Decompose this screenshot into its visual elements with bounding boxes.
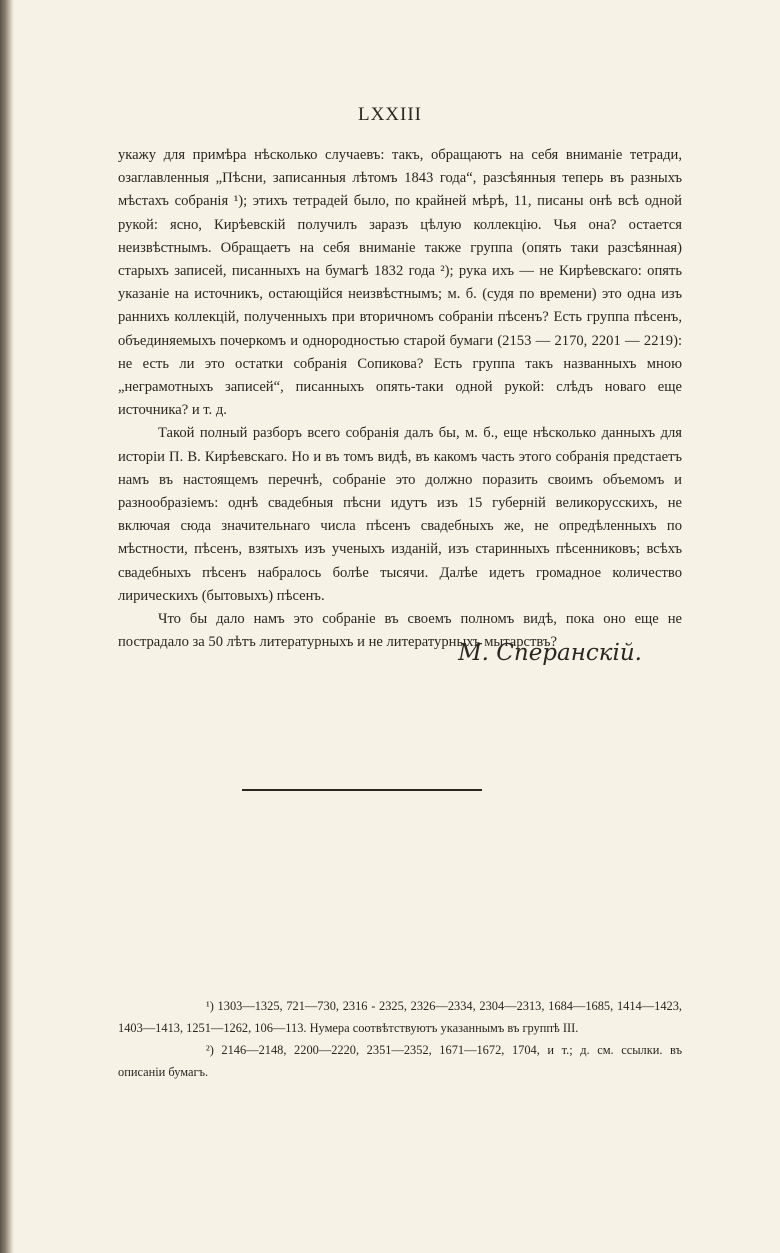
paragraph-3: Что бы дало намъ это собраніе въ своемъ полномъ видѣ, пока оно еще не пострадало за 50 лѣтъ литературныхъ и не литературныхъ мытарствъ? [118,611,682,651]
author-signature: М. Сперанскій. [458,640,642,666]
body-text [118,144,682,654]
paragraph-1: укажу для примѣра нѣсколько случаевъ: такъ, обращаютъ на себя вниманіе тетради, озаглавленныя „Пѣсни, записанныя лѣтомъ 1843 года“, разсѣянныя теперь въ разныхъ мѣстахъ собранія ¹); этихъ тетрадей было, по крайней мѣрѣ, 11, писаны онѣ всѣ одной рукой: ясно, Кирѣевскій получилъ заразъ цѣлую коллекцію. Чья она? остается неизвѣстнымъ. Обращаетъ на себя вниманіе также группа (опять таки разсѣянная) старыхъ записей, писанныхъ на бумагѣ 1832 года ²); рука ихъ — не Кирѣевскаго: опять указаніе на источникъ, остающійся неизвѣстнымъ; м. б. (судя по времени) это одна изъ раннихъ коллекцій, полученныхъ при вторичномъ собраніи пѣсенъ? Есть группа пѣсенъ, объединяемыхъ почеркомъ и однородностью старой бумаги (2153 — 2170, 2201 — 2219): не есть ли это остатки собранія Сопикова? Есть группа такъ названныхъ мною „неграмотныхъ записей“, писанныхъ опять-таки одной рукой: слѣдъ новаго еще источника? и т. д. [118,147,682,419]
page-number: LXXIII [357,104,423,125]
footnote-1: ¹) 1303—1325, 721—730, 2316 - 2325, 2326—2334, 2304—2313, 1684—1685, 1414—1423, 1403—1413, 1251—1262, 106—113. Нумера соотвѣтствуютъ указаннымъ въ группѣ III. [118,999,682,1035]
footnotes [118,995,682,1083]
paragraph-2: Такой полный разборъ всего собранія далъ бы, м. б., еще нѣсколько данныхъ для исторіи П. В. Кирѣевскаго. Но и въ томъ видѣ, въ какомъ часть этого собранія предстаетъ намъ въ настоящемъ перечнѣ, собраніе это должно поразить своимъ объемомъ и разнообразіемъ: однѣ свадебныя пѣсни идутъ изъ 15 губерній великорусскихъ, не включая сюда значительнаго числа пѣсенъ свадебныхъ же, не опредѣленныхъ по мѣстности, пѣсенъ, взятыхъ изъ ученыхъ изданій, изъ старинныхъ пѣсенниковъ; всѣхъ свадебныхъ пѣсенъ набралось болѣе тысячи. Далѣе идетъ громадное количество лирическихъ (бытовыхъ) пѣсенъ. [118,425,682,604]
footnote-2: ²) 2146—2148, 2200—2220, 2351—2352, 1671—1672, 1704, и т.; д. см. ссылки. въ описаніи бумагъ. [118,1043,682,1079]
section-divider [242,789,482,791]
